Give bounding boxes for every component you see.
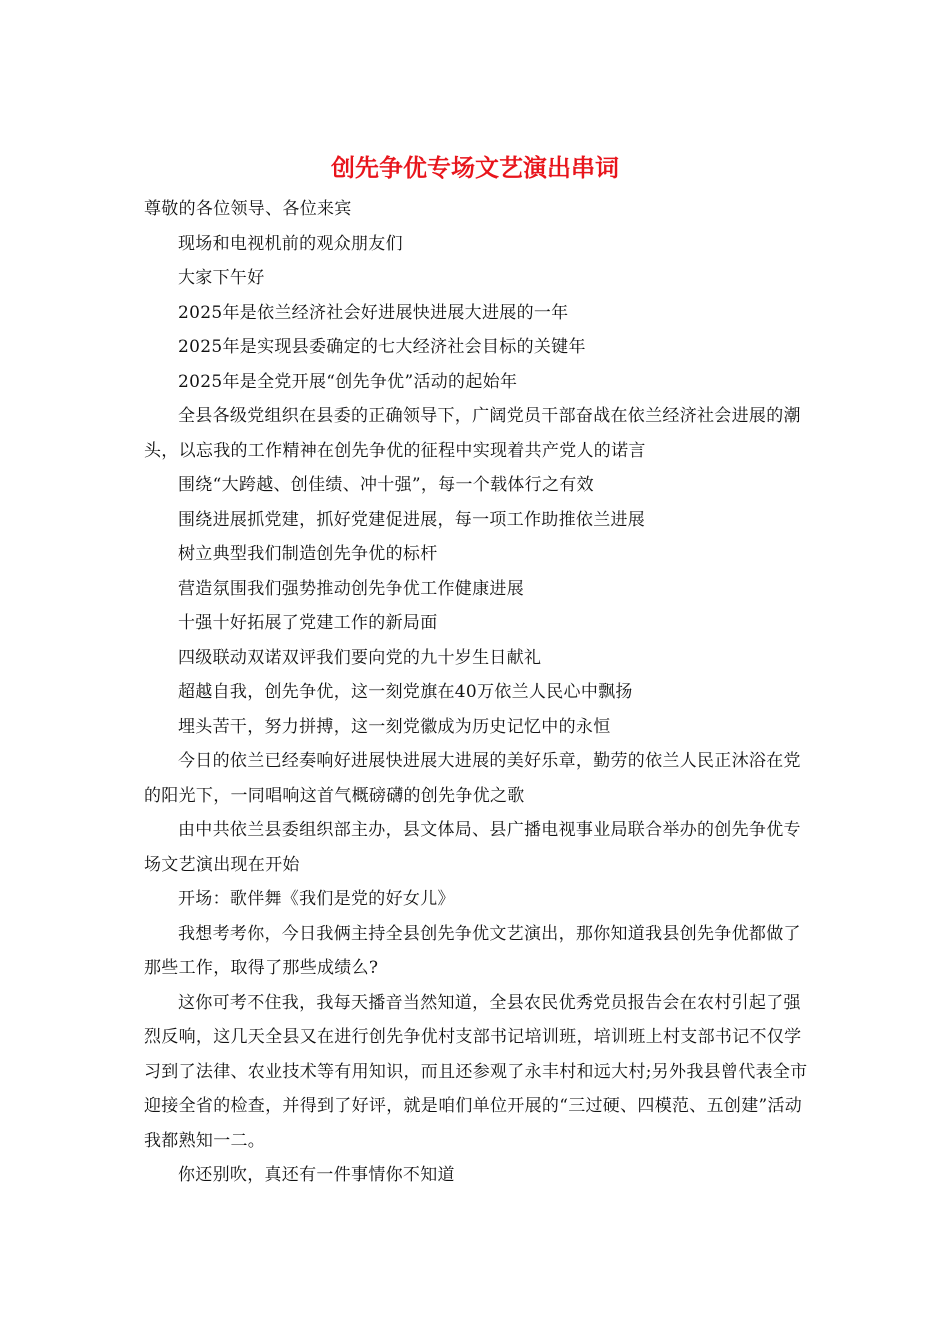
paragraph: 开场：歌伴舞《我们是党的好女儿》 <box>178 889 455 909</box>
paragraph: 围绕“大跨越、创佳绩、冲十强”，每一个载体行之有效 <box>178 475 594 495</box>
paragraph: 十强十好拓展了党建工作的新局面 <box>178 613 438 633</box>
paragraph: 埋头苦干，努力拼搏，这一刻党徽成为历史记忆中的永恒 <box>178 716 611 737</box>
paragraph: 我想考考你，今日我俩主持全县创先争优文艺演出，那你知道我县创先争优都做了那些工作，取得了那些成绩么? <box>144 923 801 978</box>
paragraph: 这你可考不住我，我每天播音当然知道，全县农民优秀党员报告会在农村引起了强烈反响，这几天全县又在进行创先争优村支部书记培训班，培训班上村支部书记不仅学习到了法律、农业技术等有用知识，而且还参观了永丰村和远大村;另外我县曾代表全市迎接全省的检查，并得到了好评，就是咱们单位开展的“三过硬、四模范、五创建”活动我都熟知一二。 <box>144 992 808 1151</box>
document-title: 创先争优专场文艺演出串词 <box>331 153 619 182</box>
paragraph: 大家下午好 <box>178 268 265 288</box>
paragraph: 2025年是依兰经济社会好进展快进展大进展的一年 <box>178 302 569 323</box>
paragraph: 由中共依兰县委组织部主办，县文体局、县广播电视事业局联合举办的创先争优专场文艺演出现在开始 <box>144 820 801 875</box>
paragraph: 四级联动双诺双评我们要向党的九十岁生日献礼 <box>178 647 542 668</box>
paragraph: 2025年是实现县委确定的七大经济社会目标的关键年 <box>178 337 586 357</box>
paragraph: 尊敬的各位领导、各位来宾 <box>144 199 352 219</box>
paragraph: 全县各级党组织在县委的正确领导下，广阔党员干部奋战在依兰经济社会进展的潮头，以忘我的工作精神在创先争优的征程中实现着共产党人的诺言 <box>144 406 801 461</box>
paragraph: 2025年是全党开展“创先争优”活动的起始年 <box>178 371 518 392</box>
paragraph: 营造氛围我们强势推动创先争优工作健康进展 <box>178 578 524 599</box>
paragraph: 今日的依兰已经奏响好进展快进展大进展的美好乐章，勤劳的依兰人民正沐浴在党的阳光下，一同唱响这首气概磅礴的创先争优之歌 <box>144 751 801 806</box>
document-body <box>144 192 808 1193</box>
paragraph: 现场和电视机前的观众朋友们 <box>178 233 403 254</box>
paragraph: 围绕进展抓党建，抓好党建促进展，每一项工作助推依兰进展 <box>178 509 646 530</box>
paragraph: 超越自我，创先争优，这一刻党旗在40万依兰人民心中飘扬 <box>178 682 633 702</box>
paragraph: 树立典型我们制造创先争优的标杆 <box>178 544 438 564</box>
paragraph: 你还别吹，真还有一件事情你不知道 <box>178 1165 455 1185</box>
